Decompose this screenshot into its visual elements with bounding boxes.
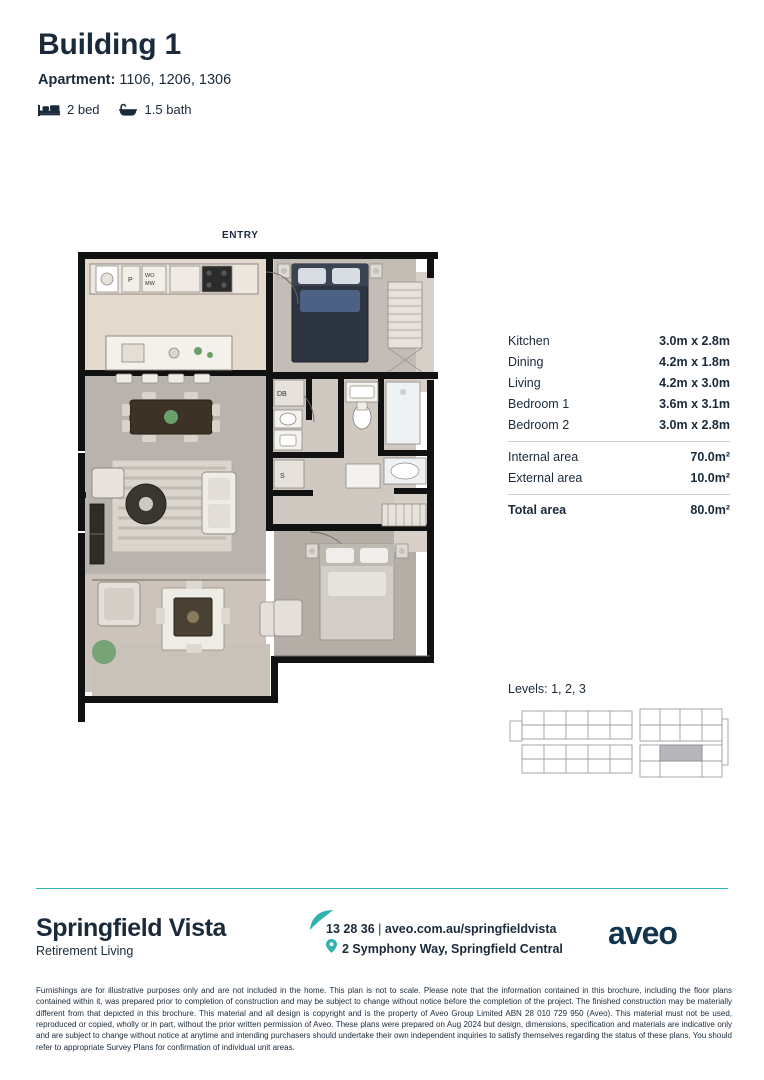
room-value: 4.2m x 3.0m [659,375,730,390]
key-plan-diagram [508,705,730,785]
bath-count-label: 1.5 bath [144,102,192,117]
apartment-numbers: 1106, 1206, 1306 [119,72,232,88]
schedule-row [508,446,730,467]
svg-text:WO: WO [145,273,155,279]
spec-list [38,102,231,117]
apartment-line [38,72,231,88]
spec-bath [118,102,192,117]
area-group [508,446,730,488]
area-label: External area [508,470,583,485]
apartment-label: Apartment: [38,72,116,88]
room-label: Kitchen [508,333,550,348]
bed-count-label: 2 bed [67,102,100,117]
schedule-row [508,414,730,435]
room-dimensions-group [508,330,730,435]
levels-label: Levels: 1, 2, 3 [508,682,586,696]
highlighted-unit [660,745,702,761]
contact-row-address [326,939,563,959]
svg-text:MW: MW [145,281,155,287]
area-schedule [508,330,730,520]
svg-text:DB: DB [277,391,287,398]
total-area-row [508,499,730,520]
room-value: 3.0m x 2.8m [659,333,730,348]
website-link[interactable]: aveo.com.au/springfieldvista [384,922,557,936]
room-value: 3.6m x 3.1m [659,396,730,411]
schedule-divider [508,441,730,442]
svg-text:P: P [128,277,133,284]
total-area-value: 80.0m² [690,502,730,517]
page-header [38,28,231,117]
room-label: Dining [508,354,544,369]
contact-divider: | [378,922,382,936]
room-value: 4.2m x 1.8m [659,354,730,369]
total-area-label: Total area [508,502,567,517]
area-value: 70.0m² [690,449,730,464]
footer-divider [36,888,728,889]
schedule-row [508,351,730,372]
schedule-row [508,330,730,351]
page-title: Building 1 [38,28,181,61]
floor-plan-image [78,252,438,722]
contact-row-phone-web [326,920,563,939]
brand-name: Springfield Vista [36,914,227,942]
bed-icon [38,103,60,117]
spec-bed [38,102,100,117]
schedule-row [508,372,730,393]
bath-icon [118,103,138,117]
room-label: Living [508,375,541,390]
brand-subtitle: Retirement Living [36,944,134,959]
area-label: Internal area [508,449,579,464]
disclaimer-text: Furnishings are for illustrative purposes only and are not included in the home. This plan is not to scale. Please note that the information contained in this brochure, including the floor plans contained within it, was prepared prior to completion of construction and may be subject to change without notice before the completion of the project. The finished construction may be materially different from that depicted in this brochure. This material and all design is copyright and is the property of Aveo Group Limited ABN 28 010 729 950 (Aveo). This material must not be used, reproduced or copied, wholly or in part, without the prior written permission of Aveo. These plans were prepared on Aug 2024 but design, dimensions, specification and materials are indicative only and are subject to change without notice at anytime and intending purchasers should undertake their own independent inquiries to satisfy themselves regarding the status of these plans. You should refer to appropriate Survey Plans for confirmation of individual unit areas. [36,986,733,1052]
schedule-divider [508,494,730,495]
phone-number[interactable]: 13 28 36 [326,922,375,936]
svg-text:S: S [280,473,285,480]
schedule-row [508,393,730,414]
room-label: Bedroom 1 [508,396,570,411]
street-address: 2 Symphony Way, Springfield Central [342,941,563,956]
room-value: 3.0m x 2.8m [659,417,730,432]
aveo-logo: aveo [608,915,677,951]
schedule-row [508,467,730,488]
location-pin-icon [326,939,337,959]
entry-label: ENTRY [222,230,259,241]
contact-block [326,920,563,960]
area-value: 10.0m² [690,470,730,485]
room-label: Bedroom 2 [508,417,570,432]
brand-block [36,915,226,958]
